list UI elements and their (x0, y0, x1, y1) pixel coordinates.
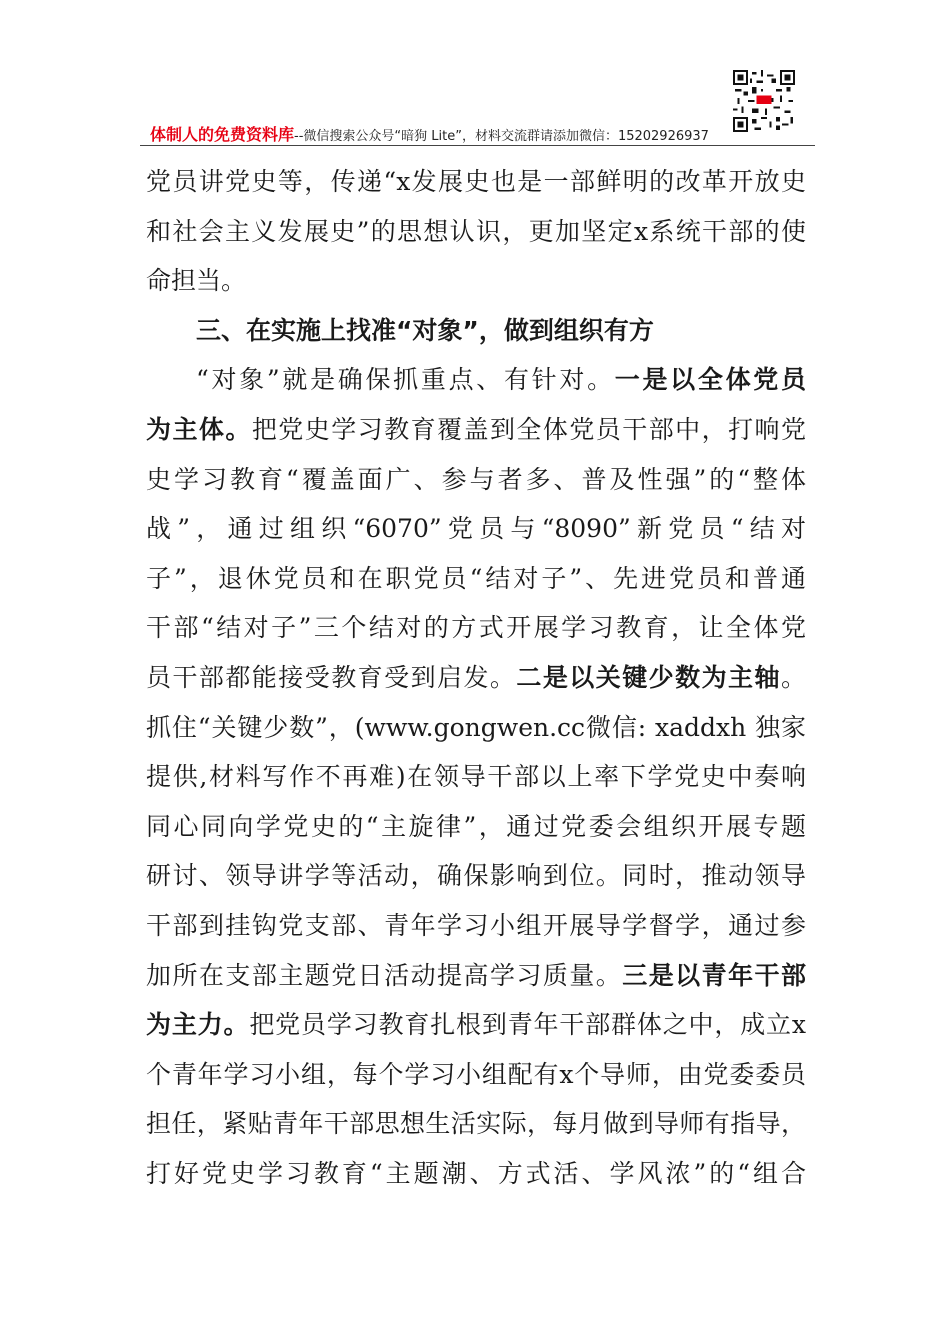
text-line (146, 703, 806, 753)
text-run: 党员讲党史等，传递“x发展史也是一部鲜明的改革开放史 (146, 167, 806, 196)
header-brand: 体制人的免费资料库 (150, 125, 295, 144)
bold-phrase: 三是以青年干部 (622, 960, 806, 990)
text-run: 提供,材料写作不再难)在领导干部以上率下学党史中奏响 (146, 762, 806, 792)
text-run: 史学习教育“覆盖面广、参与者多、普及性强”的“整体 (146, 464, 806, 494)
text-line (146, 207, 806, 257)
qr-code-icon (733, 70, 795, 132)
text-line (146, 653, 806, 703)
text-run: 和社会主义发展史”的思想认识，更加坚定x系统干部的使 (146, 216, 806, 246)
text-run: 员干部都能接受教育受到启发。 (146, 662, 517, 692)
text-run: 抓住“关键少数”，(www.gongwen.cc微信: xaddxh 独家 (146, 712, 806, 742)
text-line (146, 1149, 806, 1199)
text-run: “对象”就是确保抓重点、有针对。 (196, 365, 615, 395)
bold-phrase: 为主体。 (146, 414, 252, 444)
text-run: 命担当。 (146, 266, 247, 296)
body-text (146, 157, 806, 1198)
text-run: 干部到挂钩党支部、青年学习小组开展导学督学，通过参 (146, 910, 806, 940)
text-line (146, 1000, 806, 1050)
header-subtitle: --微信搜索公众号“暗狗 Lite”，材料交流群请添加微信：15202926937 (294, 129, 709, 144)
text-line (146, 355, 806, 405)
text-line (146, 306, 806, 356)
page-header (140, 70, 815, 146)
bold-phrase: 为主力。 (146, 1010, 250, 1040)
bold-phrase: 三、在实施上找准“对象”，做到组织有方 (196, 315, 654, 345)
text-run: 研讨、领导讲学等活动，确保影响到位。同时，推动领导 (146, 861, 806, 891)
text-run: 战”，通过组织“6070”党员与“8090”新党员“结对 (146, 514, 806, 544)
text-run: 个青年学习小组，每个学习小组配有x个导师，由党委委员 (146, 1059, 806, 1089)
text-run: 干部“结对子”三个结对的方式开展学习教育，让全体党 (146, 613, 806, 643)
text-run: 把党史学习教育覆盖到全体党员干部中，打响党 (251, 414, 806, 444)
bold-phrase: 一是以全体党员 (614, 365, 806, 395)
text-line (146, 752, 806, 802)
text-line (146, 1050, 806, 1100)
text-line (146, 951, 806, 1001)
text-line (146, 504, 806, 554)
text-line (146, 1099, 806, 1149)
text-line (146, 603, 806, 653)
text-run: 加所在支部主题党日活动提高学习质量。 (146, 960, 623, 990)
header-rule (140, 145, 815, 146)
text-line (146, 455, 806, 505)
bold-phrase: 二是以关键少数为主轴 (516, 662, 781, 692)
text-line (146, 901, 806, 951)
text-line (146, 157, 806, 207)
text-line (146, 554, 806, 604)
text-line (146, 256, 806, 306)
text-run: 同心同向学党史的“主旋律”，通过党委会组织开展专题 (146, 811, 806, 841)
header-text (150, 122, 709, 145)
text-line (146, 851, 806, 901)
text-run: 。 (780, 662, 806, 692)
text-run: 把党员学习教育扎根到青年干部群体之中，成立x (249, 1010, 806, 1040)
text-line (146, 802, 806, 852)
text-run: 打好党史学习教育“主题潮、方式活、学风浓”的“组合 (146, 1158, 806, 1188)
text-line (146, 405, 806, 455)
text-run: 担任，紧贴青年干部思想生活实际，每月做到导师有指导， (146, 1109, 806, 1139)
text-run: 子”，退休党员和在职党员“结对子”、先进党员和普通 (146, 563, 806, 593)
